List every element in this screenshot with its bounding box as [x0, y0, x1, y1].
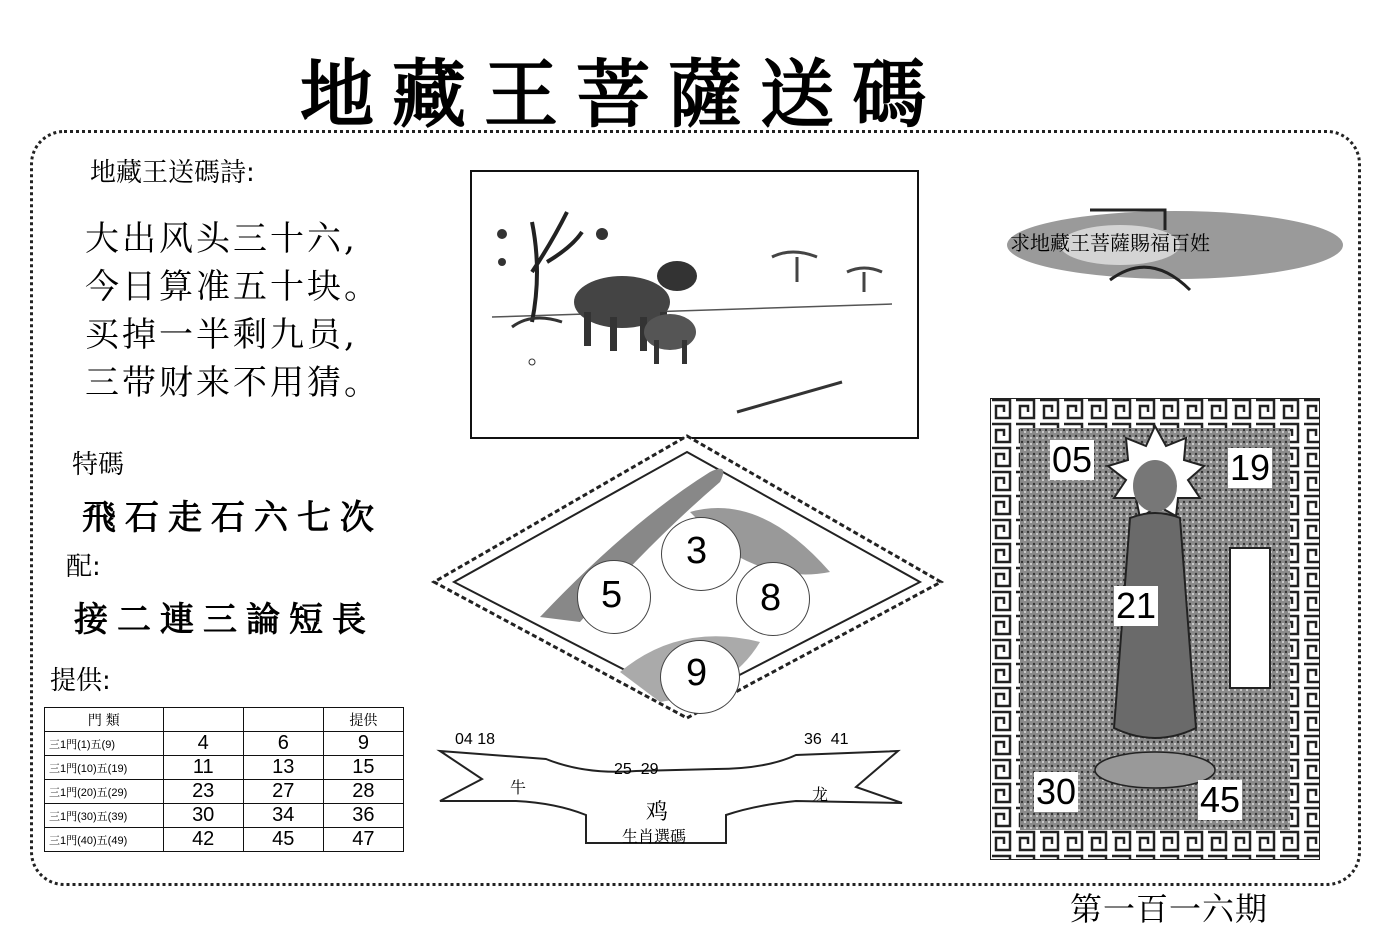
banner-text: 求地藏王菩薩賜福百姓	[1010, 231, 1210, 255]
table-cell: 30	[163, 804, 243, 828]
diamond-number: 8	[760, 577, 782, 619]
table-row	[45, 804, 404, 828]
table-cell: 6	[243, 732, 323, 756]
table-cell: 45	[243, 828, 323, 852]
statue-number: 05	[1052, 439, 1093, 480]
table-cell: 13	[243, 756, 323, 780]
special-text: 飛石走石六七次	[82, 498, 383, 538]
table-cell: 三1門(40)五(49)	[45, 828, 164, 852]
issue-number: 第一百一六期	[1070, 890, 1269, 928]
poem-body	[85, 215, 381, 407]
statue-number: 19	[1230, 447, 1271, 488]
table-cell: 4	[163, 732, 243, 756]
table-cell: 11	[163, 756, 243, 780]
table-cell: 23	[163, 780, 243, 804]
statue-number: 30	[1036, 771, 1077, 812]
table-cell: 三1門(20)五(29)	[45, 780, 164, 804]
table-cell: 三1門(10)五(19)	[45, 756, 164, 780]
table-row	[45, 756, 404, 780]
table-cell: 三1門(30)五(39)	[45, 804, 164, 828]
page-title: 地藏王菩薩送碼	[300, 52, 944, 138]
table-header: 提供	[323, 708, 403, 732]
table-cell: 9	[323, 732, 403, 756]
statue-number: 21	[1116, 585, 1157, 626]
special-label: 特碼	[72, 450, 125, 480]
table-cell: 47	[323, 828, 403, 852]
poem-line: 大出风头三十六,	[85, 219, 358, 259]
table-cell: 15	[323, 756, 403, 780]
table-header: 門 類	[45, 708, 164, 732]
poem-line: 今日算准五十块。	[85, 267, 381, 307]
table-cell: 34	[243, 804, 323, 828]
diamond-number: 3	[686, 530, 708, 572]
poem-heading: 地藏王送碼詩:	[90, 158, 255, 188]
sheep-illustration	[470, 170, 919, 439]
ribbon-right-char: 龙	[812, 785, 829, 804]
provide-label: 提供:	[50, 666, 111, 696]
ribbon-center-char: 鸡	[646, 800, 669, 825]
table-row	[45, 732, 404, 756]
table-header	[163, 708, 243, 732]
poem-line: 买掉一半剩九员,	[85, 315, 358, 355]
sheep-drawing	[472, 172, 917, 437]
poem-line: 三带财来不用猜。	[85, 363, 381, 403]
statue-number: 45	[1200, 779, 1241, 820]
table-header	[243, 708, 323, 732]
table-header-row	[45, 708, 404, 732]
ribbon-left-char: 牛	[510, 778, 527, 797]
number-table	[44, 707, 404, 852]
diamond-number: 9	[686, 652, 708, 694]
pair-label: 配:	[66, 552, 101, 582]
ribbon-center-sub: 生肖選碼	[622, 827, 687, 846]
table-cell: 42	[163, 828, 243, 852]
table-cell: 36	[323, 804, 403, 828]
ribbon-right-numbers: 36 41	[804, 731, 849, 748]
table-cell: 三1門(1)五(9)	[45, 732, 164, 756]
table-row	[45, 780, 404, 804]
diamond-number: 5	[601, 574, 623, 616]
pair-text: 接二連三論短長	[74, 600, 375, 640]
ribbon-center-numbers: 25 29	[614, 761, 659, 778]
ribbon-left-numbers: 04 18	[455, 731, 496, 748]
table-cell: 28	[323, 780, 403, 804]
table-row	[45, 828, 404, 852]
table-cell: 27	[243, 780, 323, 804]
